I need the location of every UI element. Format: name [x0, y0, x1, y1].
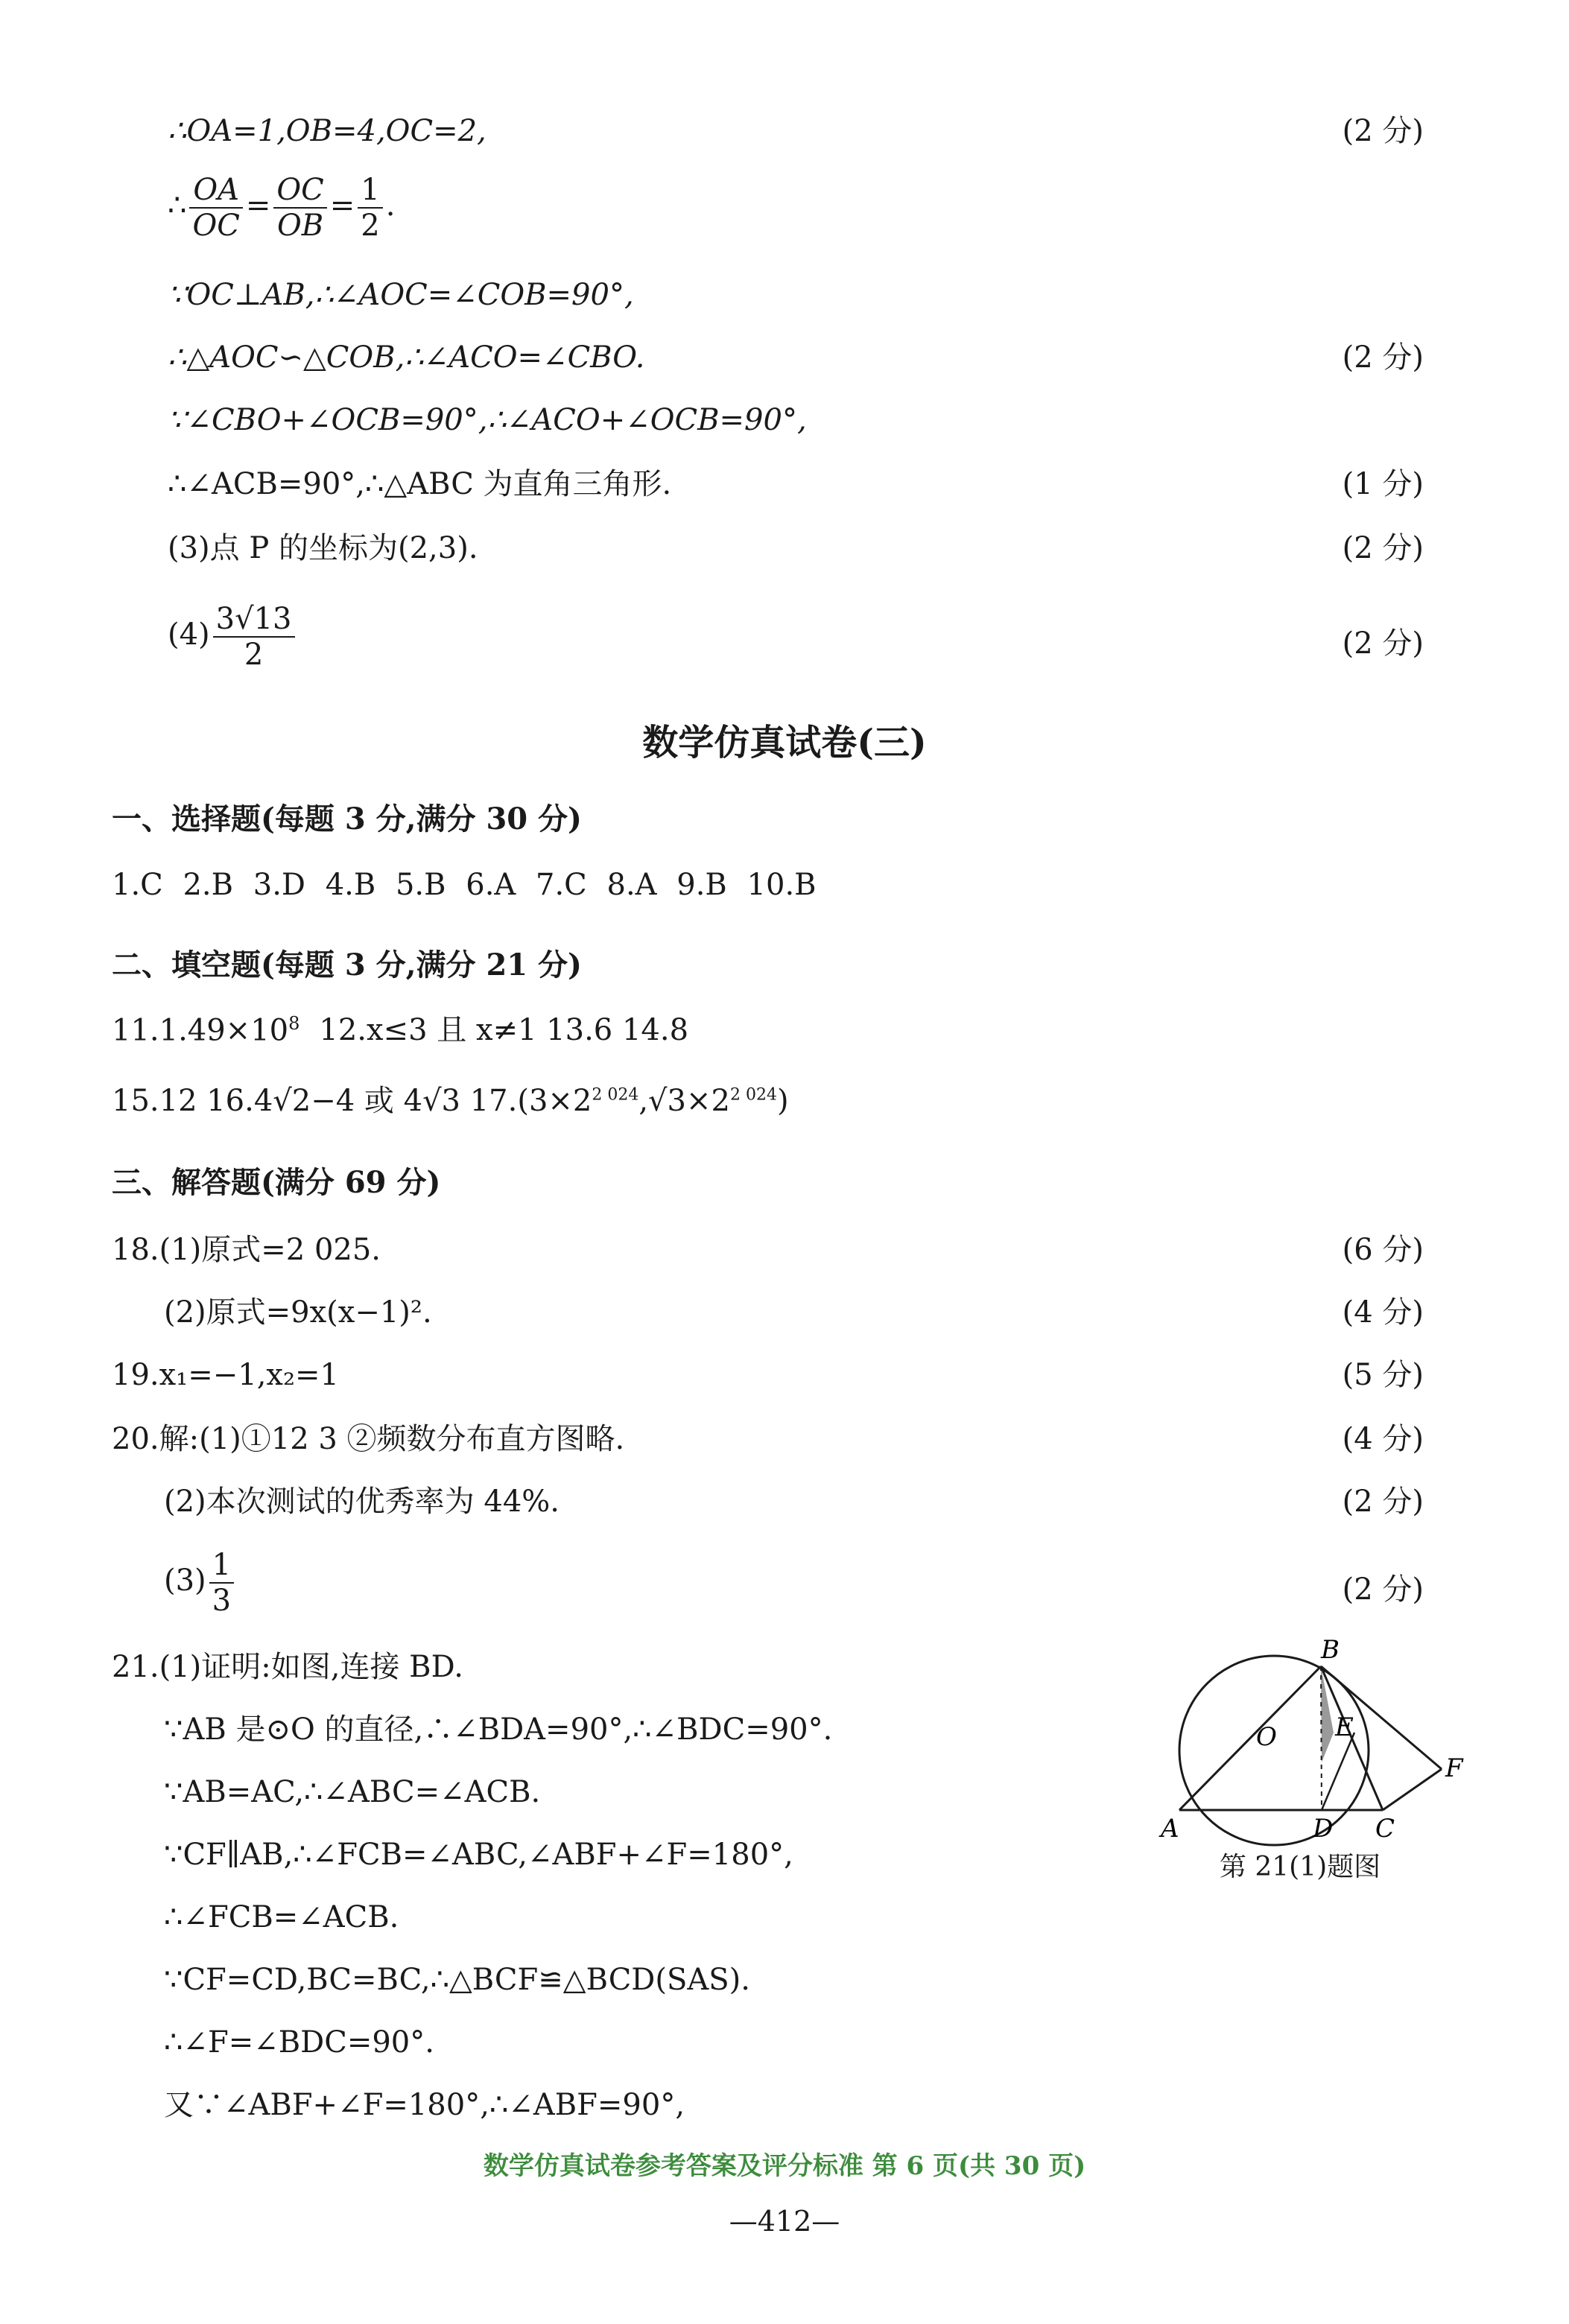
solution-text: (3)点 P 的坐标为(2,3).	[168, 531, 478, 565]
fraction-numerator: 1	[358, 173, 382, 209]
label-o: O	[1256, 1722, 1277, 1752]
choice-answers: 1.C 2.B 3.D 4.B 5.B 6.A 7.C 8.A 9.B 10.B	[112, 868, 817, 902]
fraction-denominator: OB	[276, 209, 324, 243]
period: .	[385, 188, 396, 223]
exponent: 2 024	[729, 1085, 777, 1105]
fraction	[273, 173, 326, 243]
answer-text: 15.12 16.4√2−4 或 4√3 17.(3×2	[112, 1084, 592, 1118]
fraction-numerator: OC	[273, 173, 326, 209]
fraction-denominator: 2	[361, 209, 380, 243]
label-c: C	[1375, 1814, 1395, 1844]
solution-line	[0, 1222, 1569, 1281]
proof-line: ∵CF=CD,BC=BC,∴△BCF≌△BCD(SAS).	[164, 1963, 750, 1997]
solution-text: (2)原式=9x(x−1)².	[164, 1295, 432, 1330]
solution-text: ∴∠ACB=90°,∴△ABC 为直角三角形.	[168, 467, 672, 501]
part-label: (4)	[168, 617, 210, 652]
fraction-denominator: 3	[212, 1584, 232, 1618]
solution-text: ∵OC⊥AB,∴∠AOC=∠COB=90°,	[168, 278, 634, 312]
fraction-numerator: 1	[209, 1548, 234, 1584]
ratio-expression	[168, 173, 395, 243]
fill-answers-line	[112, 1013, 689, 1048]
proof-line: ∵AB=AC,∴∠ABC=∠ACB.	[164, 1775, 541, 1809]
fraction-denominator: OC	[192, 209, 240, 243]
solution-line	[0, 1347, 1569, 1406]
answer-text: ,√3×2	[638, 1084, 730, 1118]
solution-text: 20.解:(1)①12 3 ②频数分布直方图略.	[112, 1422, 625, 1456]
answer-text: )	[776, 1084, 789, 1118]
solution-line	[0, 329, 1569, 389]
fraction	[189, 173, 242, 243]
part-label: (3)	[164, 1563, 206, 1598]
page-number: —412—	[729, 2205, 840, 2238]
solution-line	[0, 392, 1569, 451]
proof-line: ∴∠FCB=∠ACB.	[164, 1900, 399, 1934]
label-d: D	[1313, 1814, 1334, 1844]
segment-cf	[1383, 1769, 1442, 1810]
label-e: E	[1335, 1712, 1354, 1742]
solution-line	[0, 1411, 1569, 1470]
part4-line	[0, 596, 1569, 678]
points-label: (6 分)	[1342, 1233, 1424, 1267]
solution-line	[0, 520, 1569, 580]
footer-text: 数学仿真试卷参考答案及评分标准 第 6 页(共 30 页)	[483, 2151, 1086, 2181]
fraction-numerator: OA	[189, 173, 242, 209]
solution-text: ∴OA=1,OB=4,OC=2,	[168, 114, 486, 148]
solution-text: 19.x₁=−1,x₂=1	[112, 1358, 339, 1392]
label-a: A	[1161, 1814, 1179, 1844]
points-label: (4 分)	[1342, 1295, 1424, 1330]
points-label: (2 分)	[1342, 626, 1424, 661]
proof-line: ∵CF∥AB,∴∠FCB=∠ABC,∠ABF+∠F=180°,	[164, 1838, 793, 1872]
exponent: 8	[288, 1013, 300, 1034]
solution-line	[0, 104, 1569, 164]
fraction-denominator: 2	[244, 638, 264, 672]
fraction	[213, 602, 295, 672]
solution-text: ∴△AOC∽△COB,∴∠ACO=∠CBO.	[168, 340, 645, 375]
fraction	[209, 1548, 234, 1618]
section-heading: 三、解答题(满分 69 分)	[112, 1165, 441, 1200]
exponent: 2 024	[592, 1085, 639, 1105]
ratio-line	[0, 165, 1569, 247]
fraction	[358, 173, 382, 243]
segment-bd-dashed	[1321, 1666, 1322, 1810]
page-title: 数学仿真试卷(三)	[642, 722, 927, 763]
proof-line: 21.(1)证明:如图,连接 BD.	[112, 1650, 463, 1684]
solution-text: 18.(1)原式=2 025.	[112, 1233, 381, 1267]
equals-sign: =	[245, 188, 271, 223]
section-heading: 一、选择题(每题 3 分,满分 30 分)	[112, 801, 582, 836]
label-f: F	[1445, 1753, 1463, 1783]
points-label: (1 分)	[1342, 467, 1424, 501]
equals-sign: =	[329, 188, 355, 223]
solution-line	[0, 1473, 1569, 1533]
solution-text: (2)本次测试的优秀率为 44%.	[164, 1485, 560, 1519]
q20-3-line	[0, 1543, 1569, 1625]
section-heading: 二、填空题(每题 3 分,满分 21 分)	[112, 947, 582, 982]
proof-line: ∵AB 是⊙O 的直径,∴∠BDA=90°,∴∠BDC=90°.	[164, 1712, 833, 1747]
points-label: (2 分)	[1342, 531, 1424, 565]
solution-line	[0, 1284, 1569, 1344]
points-label: (2 分)	[1342, 1572, 1424, 1607]
proof-line: ∴∠F=∠BDC=90°.	[164, 2025, 434, 2060]
therefore-symbol: ∴	[168, 188, 187, 223]
segment-ab	[1179, 1666, 1321, 1810]
points-label: (2 分)	[1342, 1485, 1424, 1519]
part4-expression	[168, 602, 298, 672]
solution-text: ∵∠CBO+∠OCB=90°,∴∠ACO+∠OCB=90°,	[168, 403, 807, 437]
points-label: (5 分)	[1342, 1358, 1424, 1392]
points-label: (4 分)	[1342, 1422, 1424, 1456]
solution-line	[0, 456, 1569, 515]
answer-text: 12.x≤3 且 x≠1 13.6 14.8	[319, 1013, 689, 1048]
figure-caption: 第 21(1)题图	[1219, 1852, 1381, 1882]
points-label: (2 分)	[1342, 114, 1424, 148]
fill-answers-line	[112, 1086, 789, 1116]
q20-3-expression	[164, 1548, 237, 1618]
label-b: B	[1321, 1635, 1340, 1665]
fraction-numerator: 3√13	[213, 602, 295, 638]
answer-text: 11.1.49×10	[112, 1013, 289, 1048]
proof-line: 又∵∠ABF+∠F=180°,∴∠ABF=90°,	[164, 2088, 685, 2122]
points-label: (2 分)	[1342, 340, 1424, 375]
solution-line	[0, 267, 1569, 326]
